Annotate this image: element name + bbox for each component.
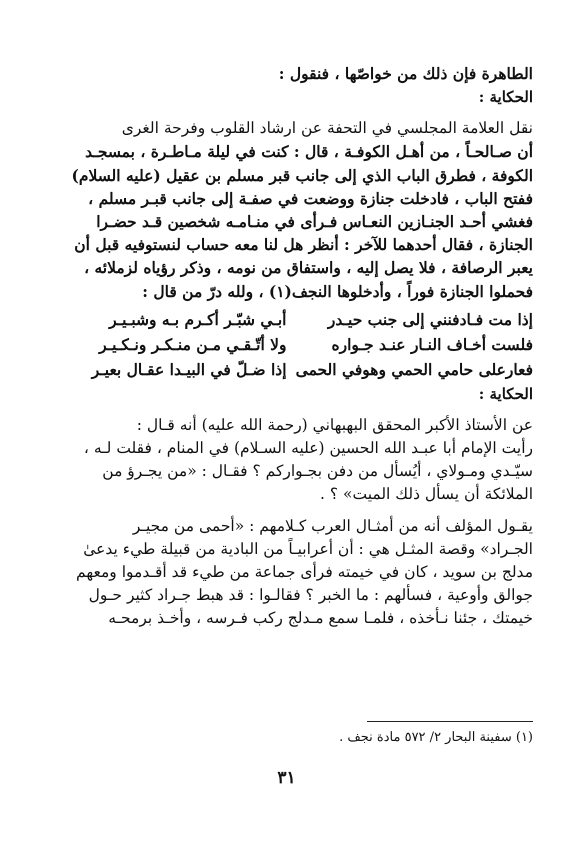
- text-line: الكوفة ، فطرق الباب الذي إلى جانب قبر مسلم بن عقيل (عليه السلام): [71, 165, 533, 185]
- footnote: (١) سفينة البحار ٢/ ٥٧٢ مادة نجف .: [339, 730, 533, 745]
- text-line: فحملوا الجنازة فوراً ، وأدخلوها النجف(١) ، ولله درّ من قال :: [142, 281, 533, 301]
- verse-second-hemistich: ولا أتّـقـي مـن منـكـر ونـكـيـر: [99, 334, 287, 354]
- text-line: سيّـدي ومـولاي ، أيُسأل من دفن بجـواركم ؟ فقـال : «من يجـرؤ من: [102, 462, 533, 481]
- story-3-paragraph: [40, 515, 533, 631]
- verse-first-hemistich: فعارعلى حامي الحمي وهوفي الحمى: [295, 359, 533, 379]
- text-line: ففتح الباب ، فادخلت جنازة ووضعت في صفـة إلى جانب قبـر مسلم ،: [88, 188, 533, 208]
- verse-first-hemistich: فلست أخـاف النـار عنـد جـواره: [331, 334, 533, 354]
- spacer: [40, 406, 533, 414]
- verse-second-hemistich: أبـي شبّـر أكـرم بـه وشبـيـر: [109, 309, 287, 329]
- verse-row: [40, 307, 533, 332]
- spacer: [40, 109, 533, 117]
- text-line: الجنازة ، فقال أحدهما للآخر : أنظر هل لنا معه حساب لنستوفيه قبل أن: [74, 235, 533, 255]
- text-line: يقـول المؤلف أنه من أمثـال العرب كـلامهم : «أحمى من مجيـر: [132, 516, 533, 535]
- text-line: نقل العلامة المجلسي في التحفة عن ارشاد القلوب وفرحة الغرى: [121, 119, 533, 138]
- verse-first-hemistich: إذا مت فـادفنني إلى جنب حيـدر: [327, 309, 533, 329]
- poem: [40, 307, 533, 382]
- spacer: [40, 507, 533, 515]
- top-line: الطاهرة فإن ذلك من خواصّها ، فنقول :: [278, 64, 533, 83]
- text-line: مدلج بن سويد ، كان في خيمته فرأى جماعة من طيء قد أقـدموا ومعهم: [76, 563, 533, 582]
- footnote-divider: [367, 721, 533, 722]
- text-line: فغشي أحـد الجنـازين النعـاس فـرأى في منـامـه شخصين قـد حضـرا: [96, 212, 533, 232]
- page-number: ٣١: [277, 768, 296, 788]
- story-1-paragraph: [40, 117, 533, 303]
- heading-story-2: الحكاية :: [478, 384, 533, 403]
- heading-story-1: الحكاية :: [478, 88, 533, 107]
- text-line: خيمتك ، جئنا نـأخذه ، فلمـا سمع مـدلج ركب فـرسه ، وأخـذ برمحـه: [108, 609, 533, 628]
- verse-row: [40, 357, 533, 382]
- text-line: رأيت الإمام أبا عبـد الله الحسين (عليه السـلام) في المنام ، فقلت لـه ،: [83, 439, 533, 458]
- text-line: جوالق وأوعية ، فسألهم : ما الخبر ؟ فقالـوا : قد هبط جـراد كثير حـول: [88, 586, 533, 605]
- verse-row: [40, 332, 533, 357]
- text-line: يعبر الرصافة ، فلا يصل إليه ، واستفاق من نومه ، وذكر رؤياه لزملائه ،: [84, 258, 533, 278]
- page-body: [40, 62, 533, 631]
- verse-second-hemistich: إذا ضـلّ في البيـدا عقـال بعيـر: [91, 359, 287, 379]
- text-line: الجـراد» وقصة المثـل هي : أن أعرابيـاً من البادية من قبيلة طيء يدعىٰ: [83, 539, 533, 558]
- text-line: عن الأستاذ الأكبر المحقق البهبهاني (رحمة الله عليه) أنه قـال :: [136, 415, 533, 434]
- text-line: أن صـالحـاً ، من أهـل الكوفـة ، قال : كنت في ليلة مـاطـرة ، بمسجـد: [85, 142, 533, 162]
- story-2-paragraph: [40, 414, 533, 507]
- text-line: الملائكة أن يسأل ذلك الميت» ؟ .: [319, 485, 533, 504]
